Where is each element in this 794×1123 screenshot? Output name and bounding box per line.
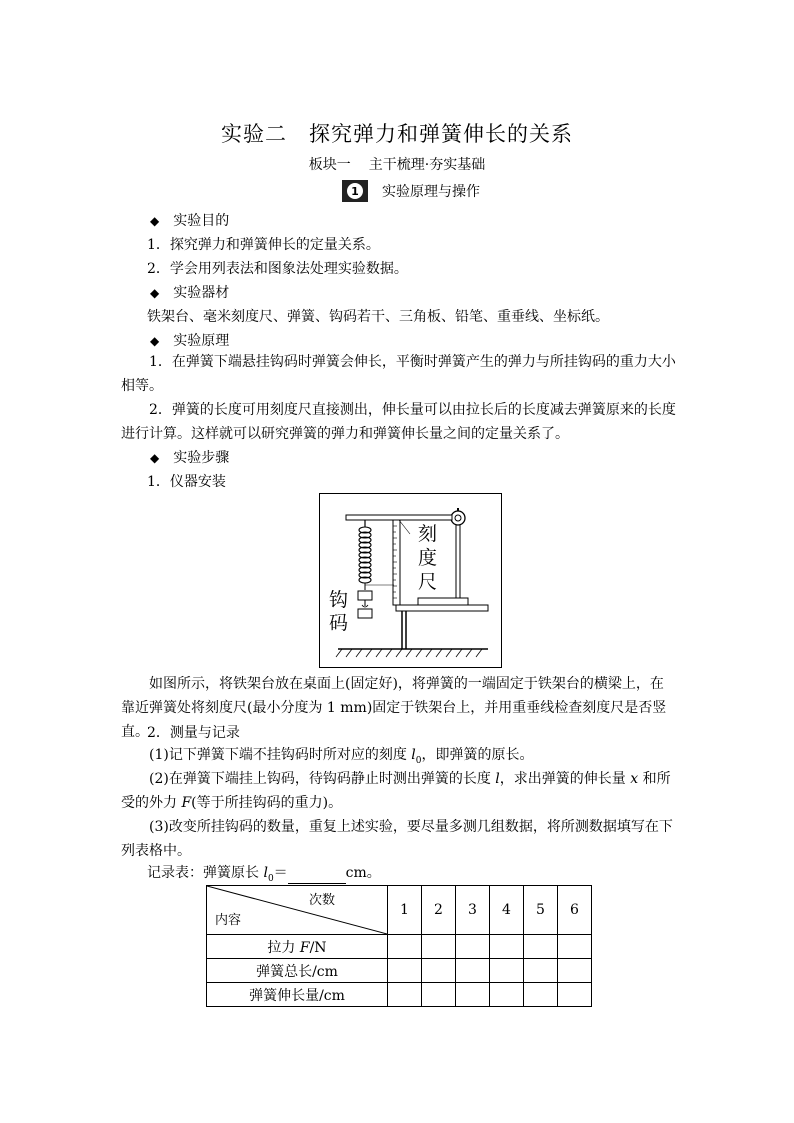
- corner-bottom-label: 内容: [215, 913, 242, 928]
- table-cell: [456, 935, 490, 959]
- table-header-row: [207, 886, 592, 935]
- diamond-bullet-icon: ◆: [150, 334, 160, 348]
- record-step-1-text: (1)记下弹簧下端不挂钩码时所对应的刻度: [149, 747, 412, 763]
- table-cell: [422, 935, 456, 959]
- principle-heading-text: 实验原理: [173, 333, 230, 349]
- record-table: [206, 885, 592, 1007]
- table-cell: [490, 959, 524, 983]
- subtitle-block: 板块一: [308, 157, 351, 173]
- purpose-heading-text: 实验目的: [173, 213, 230, 229]
- page-subtitle: [0, 154, 794, 174]
- record-table-caption: [147, 862, 381, 884]
- hook-label-char: 码: [329, 612, 349, 634]
- apparatus-figure: [319, 493, 502, 668]
- apparatus-illustration: [320, 494, 501, 667]
- var-l: l: [263, 865, 268, 881]
- var-sub-0: 0: [415, 755, 422, 766]
- section-header: [342, 180, 480, 202]
- table-cell: [388, 935, 422, 959]
- table-row: [207, 935, 592, 959]
- table-column-header: 3: [456, 886, 490, 935]
- principle-heading: [150, 330, 229, 350]
- table-column-header: 1: [388, 886, 422, 935]
- table-cell: [388, 959, 422, 983]
- table-cell: [456, 959, 490, 983]
- table-row: [207, 983, 592, 1007]
- table-corner-cell: [207, 886, 388, 935]
- row-label: 弹簧伸长量/cm: [207, 983, 388, 1007]
- record-step-2-text: ，求出弹簧的伸长量: [499, 771, 631, 787]
- title-topic: 探究弹力和弹簧伸长的关系: [309, 122, 573, 146]
- principle-paragraph-2: 2．弹簧的长度可用刻度尺直接测出，伸长量可以由拉长后的长度减去弹簧原来的长度进行计算。这样就可以研究弹簧的弹力和弹簧伸长量之间的定量关系了。: [121, 402, 676, 442]
- table-column-header: 6: [558, 886, 592, 935]
- record-step-3: (3)改变所挂钩码的数量，重复上述实验，要尽量多测几组数据，将所测数据填写在下列表格中。: [121, 819, 673, 859]
- record-step-2-text-end: (等于所挂钩码的重力)。: [191, 795, 343, 811]
- caption-equals: ＝: [273, 865, 288, 881]
- section-number: 1: [347, 183, 363, 199]
- var-x: x: [630, 771, 639, 787]
- page-title: [0, 118, 794, 148]
- ruler-label-char: 刻: [418, 523, 438, 545]
- var-F: F: [299, 939, 310, 956]
- diamond-bullet-icon: ◆: [150, 451, 160, 465]
- ruler-label-char: 尺: [418, 571, 438, 593]
- table-cell: [422, 959, 456, 983]
- table-row: [207, 959, 592, 983]
- corner-top-label: 次数: [308, 893, 335, 908]
- step-measure-title: 2．测量与记录: [147, 725, 240, 741]
- purpose-item: 1．探究弹力和弹簧伸长的定量关系。: [147, 237, 380, 253]
- hook-label-char: 钩: [329, 589, 349, 611]
- record-step-1-text-end: ，即弹簧的原长。: [421, 747, 534, 763]
- table-cell: [388, 983, 422, 1007]
- ruler-label-char: 度: [418, 547, 438, 569]
- row-label: [207, 935, 388, 959]
- table-cell: [558, 959, 592, 983]
- table-cell: [558, 935, 592, 959]
- table-column-header: 4: [490, 886, 524, 935]
- table-cell: [456, 983, 490, 1007]
- var-sub-0: 0: [267, 873, 274, 884]
- table-cell: [524, 983, 558, 1007]
- table-cell: [524, 959, 558, 983]
- record-step-2-text: (2)在弹簧下端挂上钩码，待钩码静止时测出弹簧的长度: [149, 771, 496, 787]
- table-cell: [490, 983, 524, 1007]
- section-number-badge: [342, 180, 368, 202]
- table-cell: [490, 935, 524, 959]
- equipment-heading: [150, 282, 229, 302]
- purpose-item: 2．学会用列表法和图象法处理实验数据。: [147, 261, 408, 277]
- table-column-header: 5: [524, 886, 558, 935]
- diamond-bullet-icon: ◆: [150, 286, 160, 300]
- step-install-title: 1．仪器安装: [147, 474, 226, 490]
- principle-paragraph-1: 1．在弹簧下端悬挂钩码时弹簧会伸长，平衡时弹簧产生的弹力与所挂钩码的重力大小相等。: [121, 354, 676, 394]
- table-cell: [558, 983, 592, 1007]
- fill-in-blank: [288, 869, 346, 884]
- purpose-heading: [150, 210, 229, 230]
- var-l: l: [411, 747, 416, 763]
- row-label-text: 拉力: [267, 939, 300, 956]
- equipment-text: 铁架台、毫米刻度尺、弹簧、钩码若干、三角板、铅笔、重垂线、坐标纸。: [147, 309, 609, 325]
- equipment-heading-text: 实验器材: [173, 285, 230, 301]
- caption-unit: cm。: [345, 865, 381, 881]
- diamond-bullet-icon: ◆: [150, 214, 160, 228]
- title-experiment-number: 实验二: [221, 122, 287, 146]
- table-cell: [524, 935, 558, 959]
- row-label: 弹簧总长/cm: [207, 959, 388, 983]
- caption-text: 记录表：弹簧原长: [147, 865, 264, 881]
- table-column-header: 2: [422, 886, 456, 935]
- section-label: 实验原理与操作: [382, 184, 480, 200]
- record-step-2: [121, 767, 676, 815]
- steps-heading: [150, 447, 229, 467]
- var-F: F: [181, 795, 192, 811]
- install-paragraph: 如图所示，将铁架台放在桌面上(固定好)，将弹簧的一端固定于铁架台的横梁上，在靠近弹簧处将刻度尺(最小分度为 1 mm)固定于铁架台上，并用重垂线检查刻度尺是否竖直。: [121, 676, 667, 740]
- var-l: l: [495, 771, 500, 787]
- subtitle-topic: 主干梳理·夯实基础: [368, 157, 486, 173]
- row-label-unit: /N: [309, 939, 327, 956]
- steps-heading-text: 实验步骤: [173, 450, 230, 466]
- table-cell: [422, 983, 456, 1007]
- record-step-2-text: 和所受的外力: [121, 771, 671, 811]
